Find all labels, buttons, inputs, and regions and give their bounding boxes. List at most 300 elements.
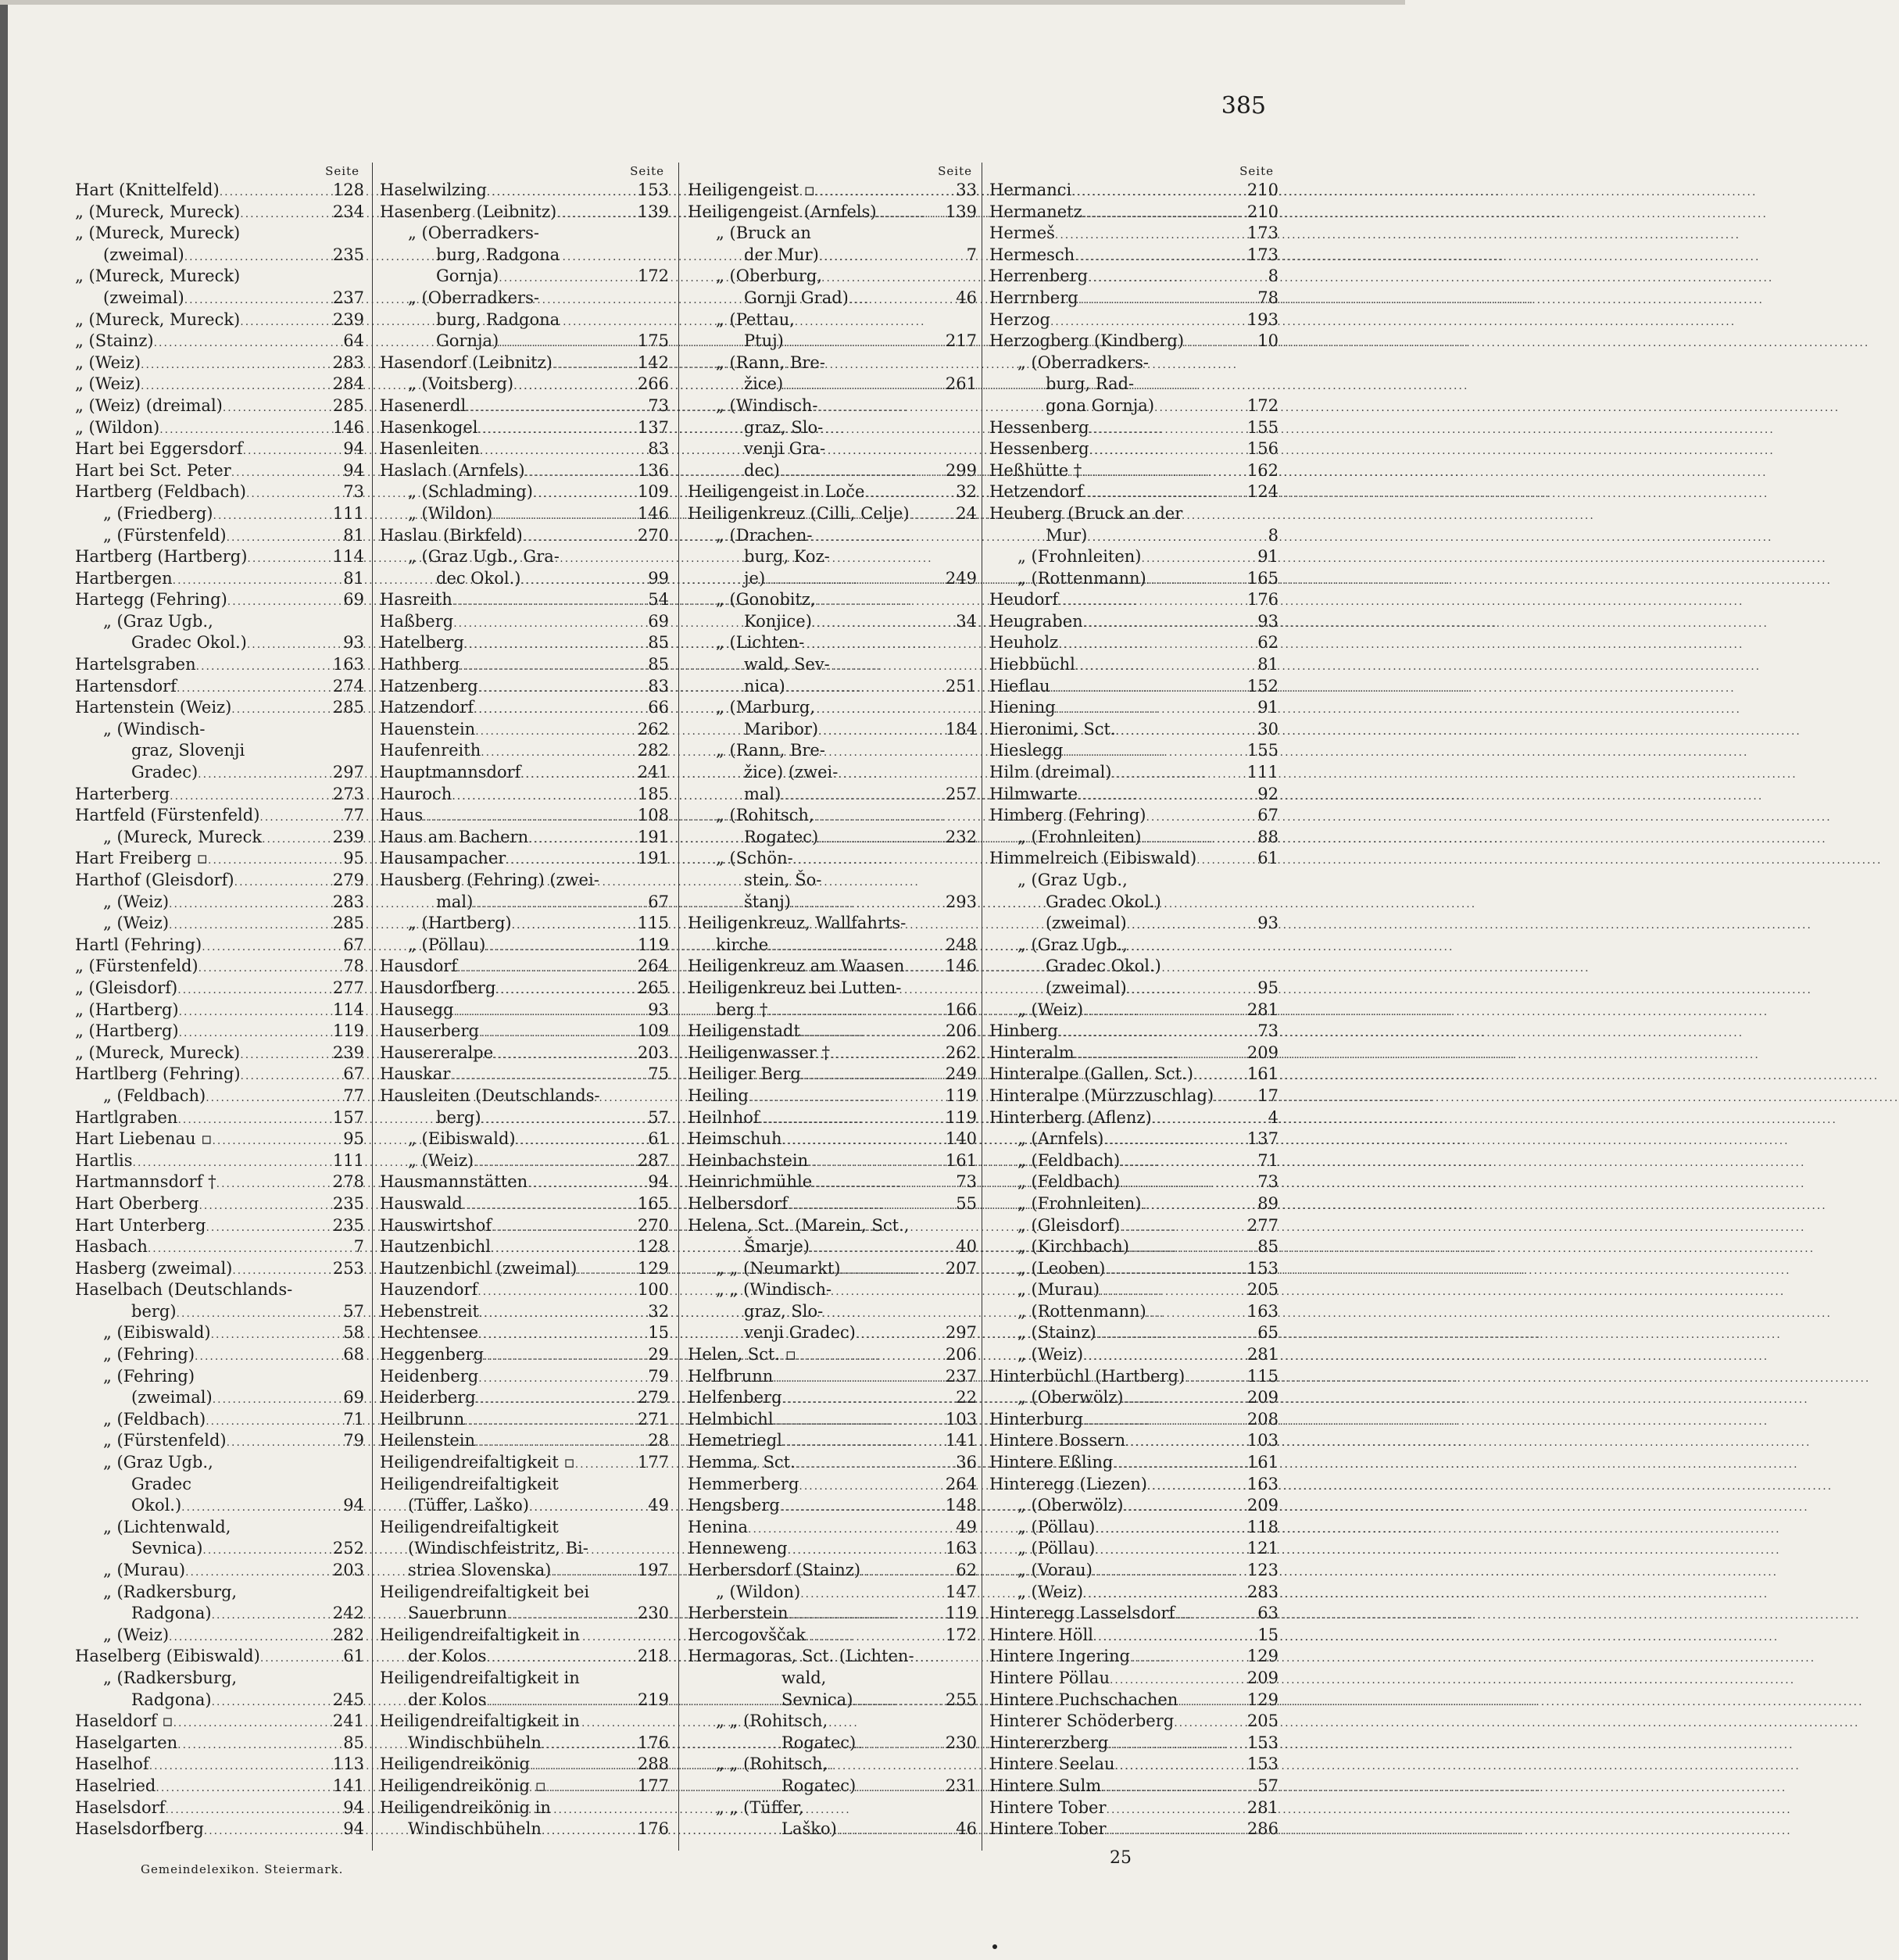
entry-name: burg, Rad-	[1046, 374, 1135, 394]
entry-page: 115	[1246, 1366, 1279, 1386]
entry-page: 217	[945, 331, 977, 351]
index-entry	[989, 1776, 1279, 1797]
entry-name: je)	[744, 568, 766, 588]
index-entry	[688, 1452, 977, 1474]
index-entry	[688, 1560, 977, 1582]
entry-name: Heiderberg	[380, 1388, 476, 1407]
entry-name: venji Gra-	[744, 439, 826, 459]
entry-name: Hermanetz	[989, 202, 1082, 221]
entry-name: Heiligengeist in Loče	[688, 482, 865, 502]
dot-leader	[1103, 1131, 1244, 1153]
dot-leader	[1120, 1174, 1254, 1196]
entry-name: Heggenberg	[380, 1345, 484, 1364]
entry-page: 237	[332, 288, 364, 307]
index-entry	[688, 1797, 977, 1819]
index-entry	[989, 1301, 1279, 1323]
index-entry	[688, 352, 977, 374]
index-entry	[688, 654, 977, 676]
entry-name: Hasendorf (Leibnitz)	[380, 352, 553, 372]
index-entry	[989, 1668, 1279, 1690]
entry-name: Hintere Tober	[989, 1819, 1107, 1839]
entry-name: Hart bei Eggersdorf	[75, 439, 243, 459]
dot-leader	[1058, 1023, 1254, 1045]
dot-leader	[530, 1756, 635, 1778]
entry-page: 163	[945, 1539, 977, 1558]
dot-leader	[173, 570, 341, 592]
index-entry	[688, 762, 977, 784]
entry-name: „ (Hartberg)	[75, 1000, 179, 1019]
index-entry	[989, 978, 1279, 1000]
entry-name: Heiligendreifaltigkeit in	[380, 1711, 580, 1731]
index-entry	[989, 1819, 1279, 1840]
entry-name: Heiligendreifaltigkeit	[380, 1517, 559, 1536]
dot-leader	[466, 398, 645, 420]
entry-name: Hartfeld (Fürstenfeld)	[75, 806, 260, 825]
dot-leader	[173, 1713, 330, 1735]
entry-name: „ (Fürstenfeld)	[75, 957, 198, 976]
entry-page: 99	[648, 568, 669, 588]
entry-page: 62	[1257, 633, 1279, 653]
index-entry	[380, 1668, 669, 1690]
entry-name: Hatzendorf	[380, 698, 474, 717]
dot-leader	[213, 506, 330, 528]
entry-list	[688, 180, 977, 1840]
entry-page: 100	[637, 1280, 669, 1300]
index-entry	[989, 1043, 1279, 1064]
index-entry	[75, 1171, 364, 1193]
entry-name: Hilm (dreimal)	[989, 763, 1112, 782]
entry-name: Hintere Sulm	[989, 1776, 1102, 1795]
entry-name: Haselgarten	[75, 1733, 178, 1752]
dot-leader	[806, 1627, 942, 1649]
index-entry	[380, 438, 669, 460]
entry-page: 205	[1246, 1711, 1279, 1731]
entry-name: „ (Feldbach)	[1017, 1172, 1121, 1192]
dot-leader	[1050, 678, 1244, 700]
dot-leader	[260, 1648, 340, 1670]
entry-name: Rogatec)	[744, 827, 819, 846]
entry-page: 91	[1257, 698, 1279, 717]
index-entry	[688, 202, 977, 224]
entry-page: 58	[343, 1323, 364, 1343]
entry-page: 172	[637, 266, 669, 286]
entry-page: 172	[945, 1625, 977, 1644]
dot-leader	[789, 1605, 942, 1627]
entry-page: 239	[332, 309, 364, 329]
entry-page: 94	[343, 1797, 364, 1817]
index-entry	[75, 395, 364, 417]
entry-page: 161	[1246, 1064, 1279, 1084]
index-entry	[989, 395, 1279, 417]
index-entry	[688, 1582, 977, 1604]
dot-leader	[464, 1411, 635, 1433]
dot-leader	[1146, 570, 1244, 592]
entry-name: Haselsdorfberg	[75, 1819, 204, 1839]
entry-name: „ „ (Rohitsch,	[716, 1711, 828, 1731]
dot-leader	[1095, 1540, 1244, 1562]
entry-page: 49	[956, 1517, 977, 1536]
entry-name: „ (Mureck, Mureck)	[75, 309, 241, 329]
entry-name: „ (Rann, Bre-	[716, 741, 825, 760]
entry-page: 255	[945, 1690, 977, 1709]
entry-page: 210	[1246, 181, 1279, 199]
index-entry	[75, 1733, 364, 1754]
dot-leader	[1083, 1584, 1244, 1606]
index-entry	[380, 848, 669, 870]
entry-name: Heiligenkreuz (Cilli, Celje)	[688, 503, 910, 523]
index-entry	[688, 223, 977, 245]
entry-name: Henneweng	[688, 1539, 788, 1558]
dot-leader	[473, 894, 645, 916]
index-entry	[989, 1560, 1279, 1582]
entry-page: 209	[1246, 1043, 1279, 1062]
dot-leader	[234, 872, 330, 894]
index-entry	[75, 1021, 364, 1043]
entry-name: graz, Slo-	[744, 1301, 824, 1321]
dot-leader	[507, 1605, 635, 1627]
dot-leader	[212, 1692, 330, 1714]
index-entry	[75, 1452, 364, 1474]
index-entry	[989, 827, 1279, 849]
dot-leader	[1123, 1390, 1243, 1411]
dot-leader	[475, 721, 635, 743]
index-entry	[380, 1797, 669, 1819]
entry-name: „ (Stainz)	[1017, 1323, 1096, 1343]
entry-name: Hintere Seelau	[989, 1754, 1115, 1774]
entry-page: 155	[1246, 741, 1279, 760]
entry-name: Hartlgraben	[75, 1107, 178, 1127]
entry-name: Haus am Bachern	[380, 827, 529, 846]
dot-leader	[423, 807, 635, 829]
entry-name: Hinberg	[989, 1021, 1058, 1041]
entry-name: Hintere Eßling	[989, 1453, 1114, 1472]
entry-page: 148	[945, 1496, 977, 1515]
entry-page: 4	[1268, 1107, 1279, 1127]
index-column-3	[688, 163, 977, 1840]
column-header: Seite	[630, 164, 664, 178]
entry-page: 208	[1246, 1409, 1279, 1429]
dot-leader	[478, 1325, 645, 1347]
dot-leader	[1185, 1368, 1244, 1390]
entry-page: 129	[1246, 1647, 1279, 1666]
index-entry	[380, 374, 669, 395]
entry-name: Heiligenkreuz bei Lutten-	[688, 978, 902, 997]
index-entry	[75, 202, 364, 224]
entry-page: 219	[637, 1690, 669, 1709]
dot-leader	[520, 764, 635, 786]
index-entry	[75, 331, 364, 352]
index-entry	[75, 1301, 364, 1323]
index-entry	[989, 1495, 1279, 1517]
index-entry	[688, 676, 977, 698]
dot-leader	[1110, 1670, 1244, 1692]
entry-page: 206	[945, 1345, 977, 1364]
dot-leader	[240, 1045, 330, 1067]
entry-name: Heiligendreikönig	[380, 1754, 530, 1774]
entry-name: Haus	[380, 806, 424, 825]
index-entry	[75, 740, 364, 762]
dot-leader	[247, 635, 340, 656]
entry-page: 284	[332, 374, 364, 394]
entry-page: 235	[332, 1193, 364, 1213]
entry-name: Heuholz	[989, 633, 1059, 653]
index-entry	[380, 309, 669, 331]
entry-name: „ (Fehring)	[103, 1366, 195, 1386]
entry-name: Heilbrunn	[380, 1409, 465, 1429]
dot-leader	[177, 1304, 341, 1325]
entry-page: 64	[343, 331, 364, 351]
index-entry	[688, 417, 977, 439]
entry-page: 209	[1246, 1388, 1279, 1407]
entry-name: „ (Lichtenwald,	[103, 1517, 231, 1536]
dot-leader	[785, 678, 942, 700]
entry-name: „ (Graz Ugb.,	[1017, 935, 1128, 954]
entry-name: „ (Weiz)	[75, 374, 141, 394]
index-entry	[989, 589, 1279, 611]
index-entry	[380, 1258, 669, 1280]
dot-leader	[780, 1497, 942, 1519]
entry-name: Hausmannstätten	[380, 1172, 528, 1192]
dot-leader	[810, 1239, 953, 1261]
entry-name: „ (Rann, Bre-	[716, 352, 825, 372]
entry-page: 264	[945, 1474, 977, 1493]
index-entry	[688, 1150, 977, 1172]
entry-page: 185	[637, 784, 669, 803]
entry-name: Rogatec)	[781, 1733, 857, 1752]
index-entry	[688, 503, 977, 525]
entry-page: 89	[1257, 1193, 1279, 1213]
entry-name: „ (Weiz)	[1017, 1582, 1084, 1601]
index-entry	[989, 1754, 1279, 1776]
dot-leader	[478, 678, 646, 700]
entry-name: Hausereralpe	[380, 1043, 494, 1062]
index-entry	[688, 1215, 977, 1237]
index-entry	[688, 568, 977, 590]
entry-page: 207	[945, 1258, 977, 1278]
entry-page: 30	[1257, 719, 1279, 739]
index-entry	[380, 935, 669, 957]
dot-leader	[477, 1282, 635, 1304]
dot-leader	[542, 1735, 635, 1757]
index-entry	[380, 1150, 669, 1172]
entry-page: 119	[332, 1021, 364, 1041]
entry-page: 251	[945, 676, 977, 696]
entry-name: „ (Feldbach)	[103, 1086, 206, 1105]
entry-name: žice) (zwei-	[744, 763, 839, 782]
page-number: 385	[1221, 92, 1266, 120]
dot-leader	[1125, 1432, 1244, 1454]
index-entry	[688, 1107, 977, 1129]
entry-page: 285	[332, 395, 364, 415]
index-entry	[380, 1279, 669, 1301]
entry-page: 124	[1246, 482, 1279, 502]
index-entry	[75, 245, 364, 266]
entry-name: „ (Weiz)	[408, 1150, 474, 1170]
entry-name: Hartmannsdorf †	[75, 1172, 216, 1192]
index-entry	[380, 288, 669, 309]
index-entry	[75, 827, 364, 849]
entry-name: Hauswald	[380, 1193, 463, 1213]
entry-page: 203	[637, 1043, 669, 1062]
entry-page: 161	[1246, 1453, 1279, 1472]
index-entry	[75, 1366, 364, 1388]
entry-page: 191	[637, 849, 669, 868]
dot-leader	[479, 1304, 645, 1325]
index-entry	[75, 805, 364, 827]
entry-name: Heidenberg	[380, 1366, 479, 1386]
entry-page: 121	[1246, 1539, 1279, 1558]
entry-page: 119	[945, 1086, 977, 1105]
scan-edge	[0, 0, 8, 1960]
index-entry	[380, 1366, 669, 1388]
entry-page: 94	[648, 1172, 669, 1192]
entry-page: 177	[637, 1776, 669, 1795]
entry-page: 146	[332, 417, 364, 437]
index-entry	[75, 1409, 364, 1431]
index-entry	[688, 1193, 977, 1215]
index-entry	[75, 870, 364, 892]
entry-name: „ (Schön-	[716, 849, 793, 868]
entry-page: 153	[637, 181, 669, 199]
dot-leader	[195, 1347, 340, 1368]
dot-leader	[856, 1325, 942, 1347]
index-column-4	[989, 163, 1279, 1840]
entry-page: 119	[945, 1107, 977, 1127]
entry-page: 66	[648, 698, 669, 717]
dot-leader	[1096, 1325, 1255, 1347]
entry-name: Heiliger Berg	[688, 1064, 801, 1084]
entry-page: 242	[332, 1604, 364, 1623]
dot-leader	[760, 1110, 942, 1132]
entry-name: kirche	[716, 935, 769, 954]
entry-name: „ (Friedberg)	[103, 503, 213, 523]
entry-page: 153	[1246, 1733, 1279, 1752]
index-entry	[75, 546, 364, 568]
entry-page: 165	[1246, 568, 1279, 588]
entry-name: Harterberg	[75, 784, 170, 803]
index-entry	[380, 1711, 669, 1733]
dot-leader	[1100, 1282, 1244, 1304]
entry-page: 271	[637, 1409, 669, 1429]
index-entry	[989, 956, 1279, 978]
entry-name: Hinteralpe (Mürzzuschlag)	[989, 1086, 1214, 1105]
footer-source: Gemeindelexikon. Steiermark.	[141, 1862, 344, 1876]
index-entry	[688, 1754, 977, 1776]
entry-page: 279	[332, 871, 364, 889]
entry-name: Windischbüheln	[408, 1733, 542, 1752]
index-entry	[380, 1021, 669, 1043]
entry-name: Hasenberg (Leibnitz)	[380, 202, 557, 221]
index-entry	[989, 309, 1279, 331]
index-entry	[380, 676, 669, 698]
entry-page: 230	[945, 1733, 977, 1752]
dot-leader	[774, 1411, 942, 1433]
index-entry	[989, 481, 1279, 503]
entry-name: Hart Liebenau ▫	[75, 1129, 213, 1149]
entry-name: Hinterburg	[989, 1409, 1083, 1429]
dot-leader	[1105, 1261, 1244, 1282]
entry-name: „ (Oberwölz)	[1017, 1388, 1124, 1407]
index-entry	[380, 481, 669, 503]
index-entry	[688, 525, 977, 547]
entry-name: Hessenberg	[989, 439, 1089, 459]
dot-leader	[1196, 850, 1254, 872]
dot-leader	[476, 1390, 635, 1411]
entry-name: berg †	[716, 1000, 768, 1019]
index-entry	[688, 266, 977, 288]
dot-leader	[1108, 1735, 1244, 1757]
entry-page: 7	[353, 1237, 364, 1257]
entry-name: Hemma, Sct.	[688, 1453, 796, 1472]
entry-name: dec Okol.)	[436, 568, 521, 588]
entry-page: 17	[1257, 1086, 1279, 1105]
entry-page: 79	[343, 1431, 364, 1450]
dot-leader	[481, 1110, 646, 1132]
dot-leader	[1193, 1066, 1244, 1088]
entry-page: 85	[648, 633, 669, 653]
index-entry	[380, 1582, 669, 1604]
entry-name: „ (Vorau)	[1017, 1561, 1093, 1579]
dot-leader	[1071, 182, 1244, 204]
entry-name: Hieflau	[989, 676, 1050, 696]
entry-page: 103	[1246, 1431, 1279, 1450]
entry-name: „ (Pöllau)	[408, 935, 486, 954]
entry-name: Hautzenbichl (zweimal)	[380, 1258, 578, 1278]
entry-page: 235	[332, 1215, 364, 1235]
entry-name: Gornja)	[436, 331, 499, 351]
entry-name: Haselberg (Eibiswald)	[75, 1647, 260, 1666]
index-entry	[380, 805, 669, 827]
index-entry	[75, 1754, 364, 1776]
entry-name: „ (Oberburg,	[716, 266, 822, 286]
entry-page: 69	[343, 1388, 364, 1407]
dot-leader	[525, 463, 635, 485]
dot-leader	[169, 894, 330, 916]
entry-name: Hasenkogel	[380, 417, 478, 437]
entry-name: Heiligendreifaltigkeit in	[380, 1668, 580, 1687]
index-entry	[75, 288, 364, 309]
index-entry	[380, 827, 669, 849]
entry-name: Sevnica)	[131, 1539, 203, 1558]
index-entry	[75, 611, 364, 633]
index-entry	[75, 438, 364, 460]
index-entry	[989, 374, 1279, 395]
entry-name: Hintere Tober	[989, 1797, 1107, 1817]
entry-name: Radgona)	[131, 1604, 212, 1623]
index-entry	[688, 1366, 977, 1388]
dot-leader	[231, 463, 341, 485]
dot-leader	[818, 721, 942, 743]
dot-leader	[1095, 1519, 1244, 1541]
sheet-number: 25	[1110, 1848, 1132, 1868]
dot-leader	[453, 1002, 645, 1024]
index-entry	[75, 1819, 364, 1840]
dot-leader	[246, 484, 340, 506]
index-entry	[75, 1193, 364, 1215]
entry-name: „ (Windisch-	[103, 719, 206, 739]
dot-leader	[783, 376, 942, 398]
entry-name: Helfbrunn	[688, 1366, 774, 1386]
index-entry	[75, 1430, 364, 1452]
index-entry	[380, 245, 669, 266]
entry-name: „ (Frohnleiten)	[1017, 547, 1142, 567]
index-entry	[688, 892, 977, 914]
dot-leader	[133, 1153, 330, 1175]
index-entry	[380, 395, 669, 417]
entry-name: „ (Windisch-	[716, 395, 818, 415]
dot-leader	[1055, 225, 1244, 247]
entry-page: 285	[332, 914, 364, 933]
